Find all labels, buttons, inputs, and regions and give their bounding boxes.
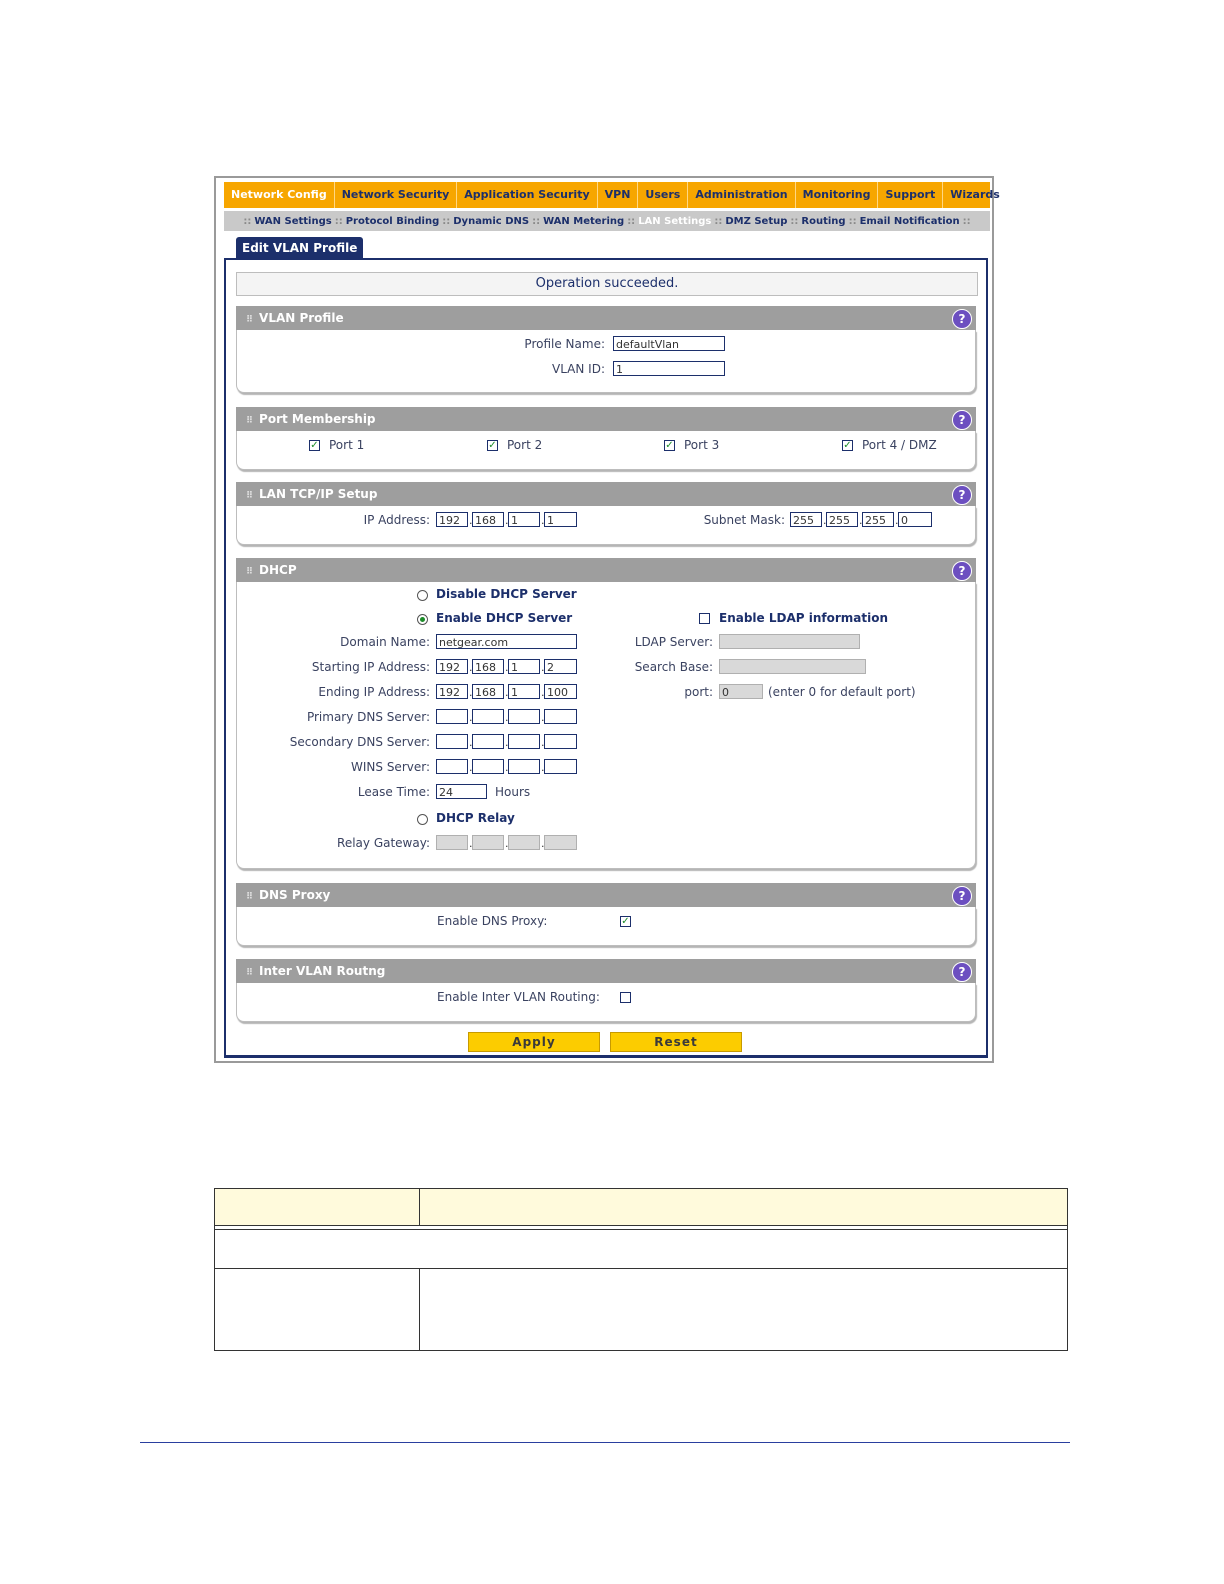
primary-dns-octet-4[interactable] — [544, 709, 577, 724]
end-ip-octet-4[interactable]: 100 — [544, 684, 577, 699]
disable-dhcp-label: Disable DHCP Server — [436, 587, 577, 601]
enable-dhcp-radio[interactable] — [417, 614, 428, 625]
dhcp-relay-label: DHCP Relay — [436, 811, 515, 825]
port-2-checkbox[interactable]: ✓ — [488, 440, 497, 451]
section-header — [236, 306, 976, 330]
footer-rule — [140, 1442, 1070, 1443]
section-dns-proxy — [236, 883, 976, 946]
section-body — [236, 983, 976, 1022]
status-message: Operation succeeded. — [236, 272, 978, 296]
tab-users[interactable]: Users — [638, 182, 688, 208]
section-vlan-profile — [236, 306, 976, 393]
relay-gateway-label: Relay Gateway: — [337, 836, 430, 850]
section-body: Disable DHCP Server Enable DHCP Server Enable LDAP information Domain Name: netgear.com LDAP Server: Starting IP Address: 192 . 168 . 1 . 2 Search Base: Ending IP Address: 192 . 168 . 1 . 100 port: 0 (enter 0 for default port) Primary DNS Server: . . . Secondary DNS Server: . . . WINS Server: . . . Lease Time: 24 Hours DHCP Relay Relay Gateway: . . . — [236, 582, 976, 869]
primary-dns-label: Primary DNS Server: — [306, 710, 430, 724]
section-header — [236, 883, 976, 907]
ip-octet-4[interactable]: 1 — [544, 512, 577, 527]
section-header — [236, 558, 976, 582]
ending-ip-label: Ending IP Address: — [318, 685, 430, 699]
grip-icon: ⠿ — [246, 968, 254, 978]
port-3-checkbox[interactable]: ✓ — [665, 440, 674, 451]
section-header — [236, 482, 976, 506]
wins-server-label: WINS Server: — [351, 760, 430, 774]
enable-ldap-label: Enable LDAP information — [719, 611, 889, 625]
start-ip-octet-3[interactable]: 1 — [508, 659, 540, 674]
ldap-server-label: LDAP Server: — [634, 635, 713, 649]
tab-monitoring[interactable]: Monitoring — [796, 182, 879, 208]
content-panel — [224, 258, 988, 1058]
ldap-port-label: port: — [684, 685, 713, 699]
ip-address-label: IP Address: — [363, 513, 430, 527]
primary-dns-octet-1[interactable] — [436, 709, 468, 724]
lease-time-input[interactable]: 24 — [436, 784, 487, 799]
tab-application-security[interactable]: Application Security — [457, 182, 597, 208]
subnet-mask-label: Subnet Mask: — [703, 513, 785, 527]
relay-gateway-octet-4[interactable] — [544, 835, 577, 850]
top-navigation — [224, 182, 1000, 208]
section-title: LAN TCP/IP Setup — [259, 487, 378, 501]
tab-support[interactable]: Support — [878, 182, 943, 208]
sub-navigation: :: WAN Settings :: Protocol Binding :: Dynamic DNS :: WAN Metering :: LAN Settings :: DMZ Setup :: Routing :: Email Notification :: — [224, 211, 990, 231]
relay-gateway-octet-1[interactable] — [436, 835, 468, 850]
section-dhcp — [236, 558, 976, 869]
section-title: Port Membership — [259, 412, 376, 426]
secondary-dns-octet-4[interactable] — [544, 734, 577, 749]
tab-wizards[interactable]: Wizards — [950, 188, 1000, 201]
secondary-dns-octet-2[interactable] — [472, 734, 504, 749]
dns-proxy-label: Enable DNS Proxy: — [437, 914, 548, 928]
dns-proxy-checkbox[interactable]: ✓ — [621, 916, 630, 927]
page-tab-edit-vlan-profile[interactable]: Edit VLAN Profile — [236, 237, 363, 259]
starting-ip-label: Starting IP Address: — [311, 660, 430, 674]
table-header-row — [215, 1189, 1067, 1226]
tab-network-security[interactable]: Network Security — [335, 182, 458, 208]
primary-dns-octet-2[interactable] — [472, 709, 504, 724]
section-port-membership — [236, 407, 976, 470]
end-ip-octet-1[interactable]: 192 — [436, 684, 468, 699]
wins-octet-2[interactable] — [472, 759, 504, 774]
inter-vlan-checkbox[interactable] — [620, 992, 631, 1003]
help-icon[interactable]: ? — [952, 886, 972, 906]
apply-button[interactable]: Apply — [468, 1032, 600, 1052]
subnav-dynamic-dns[interactable]: Dynamic DNS — [453, 215, 530, 227]
section-title: DHCP — [259, 563, 297, 577]
disable-dhcp-radio[interactable] — [417, 590, 428, 601]
port-3-label: Port 3 — [684, 438, 720, 452]
domain-name-input[interactable]: netgear.com — [436, 634, 577, 649]
section-lan-tcpip — [236, 482, 976, 545]
primary-dns-octet-3[interactable] — [508, 709, 540, 724]
port-4-checkbox[interactable]: ✓ — [843, 440, 852, 451]
ip-octet-1[interactable]: 192 — [436, 512, 468, 527]
wins-octet-4[interactable] — [544, 759, 577, 774]
subnav-lan-settings[interactable]: LAN Settings — [638, 215, 712, 227]
port-2-label: Port 2 — [507, 438, 543, 452]
tab-network-config[interactable]: Network Config — [224, 182, 335, 208]
vlan-id-input[interactable]: 1 — [613, 361, 725, 376]
dhcp-relay-radio[interactable] — [417, 814, 428, 825]
mask-octet-4[interactable]: 0 — [898, 512, 932, 527]
secondary-dns-octet-1[interactable] — [436, 734, 468, 749]
relay-gateway-octet-2[interactable] — [472, 835, 504, 850]
vlan-profile-screenshot — [214, 176, 1000, 1063]
subnav-dmz-setup[interactable]: DMZ Setup — [725, 215, 788, 227]
wins-octet-3[interactable] — [508, 759, 540, 774]
lease-time-unit: Hours — [495, 785, 531, 799]
subnav-email-notification[interactable]: Email Notification — [859, 215, 960, 227]
help-icon[interactable]: ? — [952, 410, 972, 430]
ldap-server-input[interactable] — [719, 634, 860, 649]
section-title: Inter VLAN Routng — [259, 964, 386, 978]
help-icon[interactable]: ? — [952, 309, 972, 329]
ip-octet-2[interactable]: 168 — [472, 512, 504, 527]
profile-name-label: Profile Name: — [524, 337, 605, 351]
relay-gateway-octet-3[interactable] — [508, 835, 540, 850]
section-body — [236, 907, 976, 946]
start-ip-octet-2[interactable]: 168 — [472, 659, 504, 674]
end-ip-octet-2[interactable]: 168 — [472, 684, 504, 699]
tab-administration[interactable]: Administration — [688, 182, 795, 208]
subnav-wan-metering[interactable]: WAN Metering — [543, 215, 625, 227]
domain-name-label: Domain Name: — [340, 635, 430, 649]
grip-icon: ⠿ — [246, 315, 254, 325]
vlan-id-label: VLAN ID: — [552, 362, 605, 376]
subnav-routing[interactable]: Routing — [801, 215, 846, 227]
inter-vlan-label: Enable Inter VLAN Routing: — [437, 990, 600, 1004]
search-base-label: Search Base: — [634, 660, 713, 674]
profile-name-input[interactable]: defaultVlan — [613, 336, 725, 351]
enable-ldap-checkbox[interactable] — [699, 613, 710, 624]
section-header — [236, 407, 976, 431]
mask-octet-1[interactable]: 255 — [790, 512, 822, 527]
help-icon[interactable]: ? — [952, 561, 972, 581]
section-body — [236, 330, 976, 393]
port-4-label: Port 4 / DMZ — [862, 438, 937, 452]
end-ip-octet-3[interactable]: 1 — [508, 684, 540, 699]
grip-icon: ⠿ — [246, 567, 254, 577]
section-title: VLAN Profile — [259, 311, 344, 325]
ldap-port-hint: (enter 0 for default port) — [768, 685, 916, 699]
port-1-label: Port 1 — [329, 438, 365, 452]
section-header — [236, 959, 976, 983]
subnav-wan-settings[interactable]: WAN Settings — [254, 215, 332, 227]
search-base-input[interactable] — [719, 659, 866, 674]
wins-octet-1[interactable] — [436, 759, 468, 774]
start-ip-octet-4[interactable]: 2 — [544, 659, 577, 674]
grip-icon: ⠿ — [246, 416, 254, 426]
section-inter-vlan-routing — [236, 959, 976, 1022]
section-body — [236, 431, 976, 470]
mask-octet-3[interactable]: 255 — [862, 512, 894, 527]
start-ip-octet-1[interactable]: 192 — [436, 659, 468, 674]
help-icon[interactable]: ? — [952, 485, 972, 505]
reset-button[interactable]: Reset — [610, 1032, 742, 1052]
grip-icon: ⠿ — [246, 491, 254, 501]
lease-time-label: Lease Time: — [357, 785, 430, 799]
secondary-dns-octet-3[interactable] — [508, 734, 540, 749]
section-title: DNS Proxy — [259, 888, 331, 902]
secondary-dns-label: Secondary DNS Server: — [289, 735, 430, 749]
ip-octet-3[interactable]: 1 — [508, 512, 540, 527]
subnav-protocol-binding[interactable]: Protocol Binding — [345, 215, 440, 227]
mask-octet-2[interactable]: 255 — [826, 512, 858, 527]
help-icon[interactable]: ? — [952, 962, 972, 982]
section-body: IP Address: 192 . 168 . 1 . 1 Subnet Mask: 255 . 255 . 255 . 0 — [236, 506, 976, 545]
description-table — [214, 1188, 1068, 1351]
port-1-checkbox[interactable]: ✓ — [310, 440, 319, 451]
tab-vpn[interactable]: VPN — [598, 182, 639, 208]
ldap-port-input[interactable]: 0 — [719, 684, 763, 699]
enable-dhcp-label: Enable DHCP Server — [436, 611, 573, 625]
grip-icon: ⠿ — [246, 892, 254, 902]
